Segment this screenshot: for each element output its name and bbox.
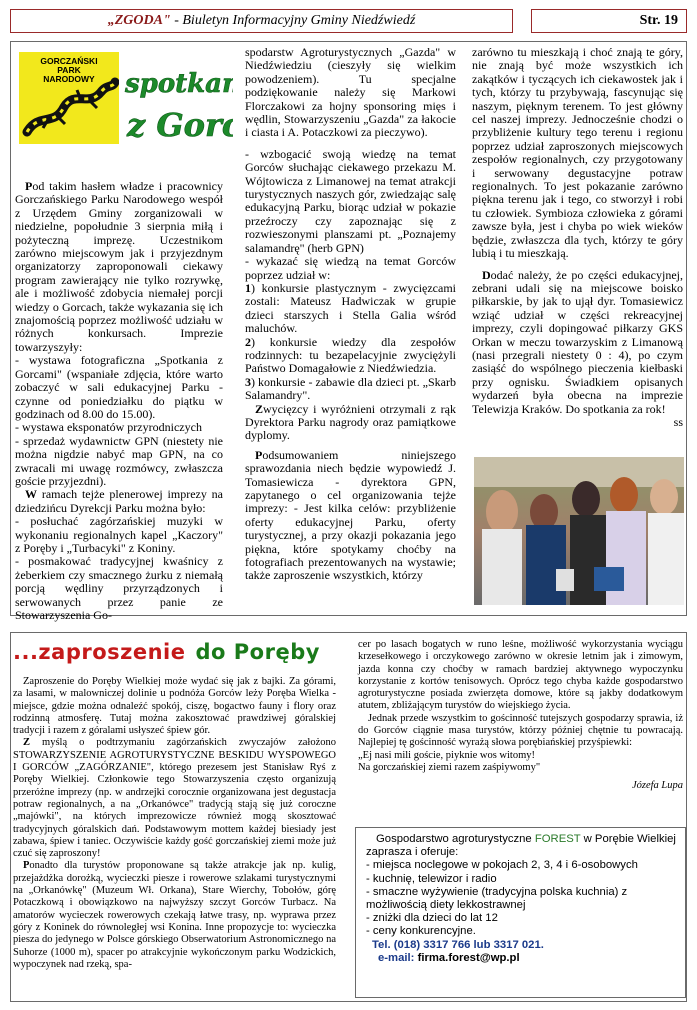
zap-paragraph-2: myślą o podtrzymaniu zagórzańskich zwyczajów założono STOWARZYSZENIE AGROTURYSTYCZNE BESKIDU WYSPOWEGO I GORCÓW „ZAGÓRZANIE", którego prezesem jest Stanisław Ryś z Poręby Wielkiej. Członkowie tego Stowarzyszenia często organizują przeróżne imprezy (np. w andrzejki corocznie organizowana jest degustacja potraw regionalnych, a na „Orkanówce" tradycją stają się już coroczne „majówki", na których imprezowicze również mogą skosztować tradycyjnych góralskich dań. Podstawowym mottem każdej biesiady jest zabawa, śpiew i taniec. Oczywiście każdy gość gorczańskiej ziemi może już czuć się zaproszony! [13,737,336,860]
article-column-2 [245,46,456,583]
col2-paragraph-2: - wzbogacić swoją wiedzę na temat Gorców słuchając ciekawego przekazu M. Wójtowicza z Limanowej na temat atrakcji turystycznych naszych gór, zwiedzając salę edukacyjną Parku, biorąc udział w pokazie przeźroczy czy zapoznając się z rozwieszonymi planszami pt. „Poznajemy salamandrę" (herb GPN) [245,146,456,255]
col1-paragraph-2: ramach tejże plenerowej imprezy na dziedzińcu Dyrekcji Parku można było: [15,487,223,515]
col1-bullet-3: - sprzedaż wydawnictw GPN (niestety nie można nigdzie nabyć map GPN, na co zwracali mi uwagę rozmówcy, zwłaszcza goście przyjezdni). [15,433,223,488]
col2-paragraph-5: odsumowaniem niniejszego sprawozdania niech będzie wypowiedź J. Tomasiewicza - dyrektora GPN, zapytanego o cel organizowania tejże imprezy: - Jest kilka celów: przybliżenie oferty edukacyjnej Parku, oferty turystycznej, a przy okazji pokazania jego piękna, które spotykamy choćby na fotografiach prezentowanych na wystawie; także zaproszenie wszystkich, którzy [245,447,456,583]
forest-advert [355,827,686,998]
drop-cap: P [255,447,263,462]
folk-song-line-1: „Ej nasi mili goście, piyknie wos witomy! [358,749,536,761]
title-art-line2: z Gor [127,106,222,144]
contest-number: 3 [245,374,251,389]
article-title-art [123,56,233,152]
drop-cap: D [482,267,491,282]
event-photo [474,457,684,605]
col3-paragraph-2: odać należy, że po części edukacyjnej, zebrani udali się na miejscowe boisko piłkarskie, by jak to ujął dyr. Tomasiewicz wziąć udział w części rekreacyjnej imprezy, czyli dopingować piłkarzy GKS Orkan w meczu towarzyskim z Limanową (nasi przegrali niestety 0 : 4), po czym zasiąść do wspólnego pieczenia kiełbaski przy ognisku. Świadkiem opisanych wydarzeń była obecna na imprezie Telewizja Kraków. Do spotkania za rok! [472,267,683,416]
header-zgoda: „ZGODA" [107,13,171,28]
ad-item: - kuchnię, telewizor i radio [366,872,497,885]
ad-item: - miejsca noclegowe w pokojach 2, 3, 4 i 6-osobowych [366,859,638,872]
contest-number: 1 [245,280,251,295]
article-column-1 [15,180,223,622]
contest-3: ) konkursie - zabawie dla dzieci pt. „Skarb Salamandry". [245,374,456,403]
ad-mail-label: e-mail: [378,951,418,964]
header-subtitle: - Biuletyn Informacyjny Gminy Niedźwiedź [170,13,416,28]
contest-1: ) konkursie plastycznym - zwycięzcami zostali: Mateusz Hadwiczak w grupie dzieci starszych i Stella Galia wśród maluchów. [245,280,456,336]
zap-paragraph-1: Zaproszenie do Poręby Wielkiej może wydać się jak z bajki. Za górami, za lasami, w malowniczej dolinie u podnóża Gorców leży Poręba Wielka - miejsce, gdzie można odnaleźć spokój, ciszę, bogactwo fauny i flory oraz rodzinną atmosferę. Tutaj można zakosztować prawdziwej góralskiej tradycji i razem z góralami usłyszeć śpiew gór. [13,676,336,737]
title-part-2: do Poręby [195,640,320,664]
page-header-title [10,9,513,33]
drop-cap: W [25,487,37,502]
ad-phone: (018) 3317 766 lub 3317 021. [393,938,544,951]
ad-intro-2: w Porębie Wielkiej zaprasza i oferuje: [366,833,676,859]
zap-paragraph-3: onadto dla turystów proponowane są także atrakcje jak np. kulig, przejażdżka dorożką, wycieczki piesze i rowerowe szlakami turystycznymi na „Orkanówkę" (Muzeum Wł. Orkana), Stare Wierchy, Tobołów, górę Potaczkową i obowiązkowo na najwyższy szczyt Gorców Turbacz. Na amatorów wycieczek rowerowych czekają łatwe trasy, np. wyprawa przez góry z Koninek do równoległej wsi Konina. Inne propozycje to: wycieczka piesza do jedynego w Polsce górskiego Obserwatorium Astronomicznego na Suhorze (1000 m), spacer po atrakcyjnie wykończonym parku Wodzickich, wypoczynek nad rzeką, spa- [13,860,336,970]
author-signature: ss [673,414,683,429]
ad-item: - smaczne wyżywienie (tradycyjna polska kuchnia) z możliwością diety lekkostrawnej [366,885,628,912]
col1-bullet-2: - wystawa eksponatów przyrodniczych [15,420,202,435]
logo-text-1: GORCZAŃSKI [40,56,98,66]
col2-paragraph-3: - wykazać się wiedzą na temat Gorców poprzez udział w: [245,254,456,282]
col3-paragraph-1: zarówno tu mieszkają i choć znają te góry, nie znają być może wszystkich ich zakątków i tyczących ich ciekawostek jak i tych, którzy tu przybywają, fascynując się naszym, pięknym terenem. To jest główny cel naszej imprezy. Jednocześnie chodzi o przybliżenie kultury tego terenu i regionu poprzez udział zaproszonych miejscowych zespołów regionalnych, czy przygotowany i serwowany degustacyjne potraw regionalnych. To jest pokazanie zarówno piękna terenu jak i tego, co stworzył i robi tu człowiek. Symbioza człowieka z górami zawsze była, jest i chyba po wiek wieków będzie, zwłaszcza dla tych, którzy te góry lubią i tu mieszkają. [472,45,683,261]
ad-item: - zniżki dla dzieci do lat 12 [366,912,498,925]
drop-cap: Z [23,737,31,749]
drop-cap: Z [255,401,264,416]
col1-bullet-5: - posmakować tradycyjnej kwaśnicy z żeberkiem czy smacznego żurku z niemałą porcją wędliny przyrządzonych i serwowanych przez panie ze Stowarzyszenia Go- [15,554,223,622]
ad-tel-label: Tel. [372,938,394,951]
col1-bullet-4: - posłuchać zagórzańskiej muzyki w wykonaniu regionalnych kapel „Kaczory" z Poręby i „Turbacyki" z Koniny. [15,514,223,555]
col1-bullet-1: - wystawa fotograficzna „Spotkania z Gorcami" (wspaniałe zdjęcia, które warto zobaczyć w sali edukacyjnej Parku - czynne od poniedziałku do piątku w godzinach od 8.00 do 15.00). [15,353,223,421]
col1-paragraph-1: od takim hasłem władze i pracownicy Gorczańskiego Parku Narodowego wespół z Urzędem Gminy zorganizowali w niedzielne, popołudnie 3 sierpnia miłą i pożyteczną imprezę. Uczestnikom zarówno miejscowym jak i przyjezdnym organizatorzy zaproponowali ciekawy program zawierający nie tylko rozrywkę, ale i możliwość zdobycia niemałej porcji wiedzy o Gorcach, także wykazania się ich znajomością poprzez możliwość udziału w różnych konkursach. Imprezie towarzyszyły: [15,179,223,354]
col2-paragraph-4: wycięzcy i wyróżnieni otrzymali z rąk Dyrektora Parku nagrody oraz pamiątkowe dyplomy. [245,401,456,443]
zaproszenie-column-1 [13,676,336,971]
zap-paragraph-5: Jednak przede wszystkim to gościnność tutejszych gospodarzy sprawia, iż do Gorców ciągnie masa turystów, którzy później chętnie tu powracają. Najlepiej tę gościnność wyrażą słowa porębiańskiej przyśpiewki: [358,712,683,749]
salamander-logo-icon [19,52,119,144]
zap-paragraph-4: cer po lasach bogatych w runo leśne, możliwość wykorzystania wyciągu krzesełkowego i orczykowego zarówno w okresie letnim jak i zimowym, jazda konna czy choćby w ramach bardziej aktywnego wypoczynku korzystanie z kortów tenisowych. Oprócz tego chyba każde gospodarstwo agroturystyczne posiada zwierzęta domowe, które są jakby dodatkowym atutem, zbliżającym turystów do wiejskiego życia. [358,639,683,712]
ad-brand: FOREST [534,833,581,845]
title-part-1: ...zaproszenie [13,640,186,664]
ad-email: firma.forest@wp.pl [417,951,520,964]
drop-cap: P [25,179,33,193]
title-art-line1: spotka [125,69,223,99]
zaproszenie-title [13,640,320,664]
gpn-logo [19,52,119,144]
folk-song-line-2: Na gorczańskiej ziemi razem zaśpiywomy" [358,761,541,773]
ad-intro-1: Gospodarstwo agroturystyczne [376,833,535,845]
contest-number: 2 [245,334,251,349]
drop-cap: P [23,860,30,872]
col2-paragraph-1: spodarstw Agroturystycznych „Gazda" w Niedźwiedziu (cieszyły się wielkim powodzeniem). Tu specjalne podziękowanie należy się Markowi Florczakowi za hojny sponsoring mięs i wędlin, Stowarzyszeniu „Gazda" za łakocie i ciasta i A. Potaczkowi za pieczywo). [245,45,456,140]
article-column-3 [472,46,683,429]
zaproszenie-column-2 [358,639,683,793]
logo-text-3: NARODOWY [43,74,95,84]
ad-item: - ceny konkurencyjne. [366,925,476,938]
zap-author: Józefa Lupa [631,780,683,792]
logo-text-2: PARK [57,65,81,75]
contest-2: ) konkursie wiedzy dla zespołów rodzinnych: tu bezapelacyjnie zwyciężyli Państwo Domagałowie z Niedźwiedzia. [245,334,456,376]
page-number: Str. 19 [531,9,687,33]
